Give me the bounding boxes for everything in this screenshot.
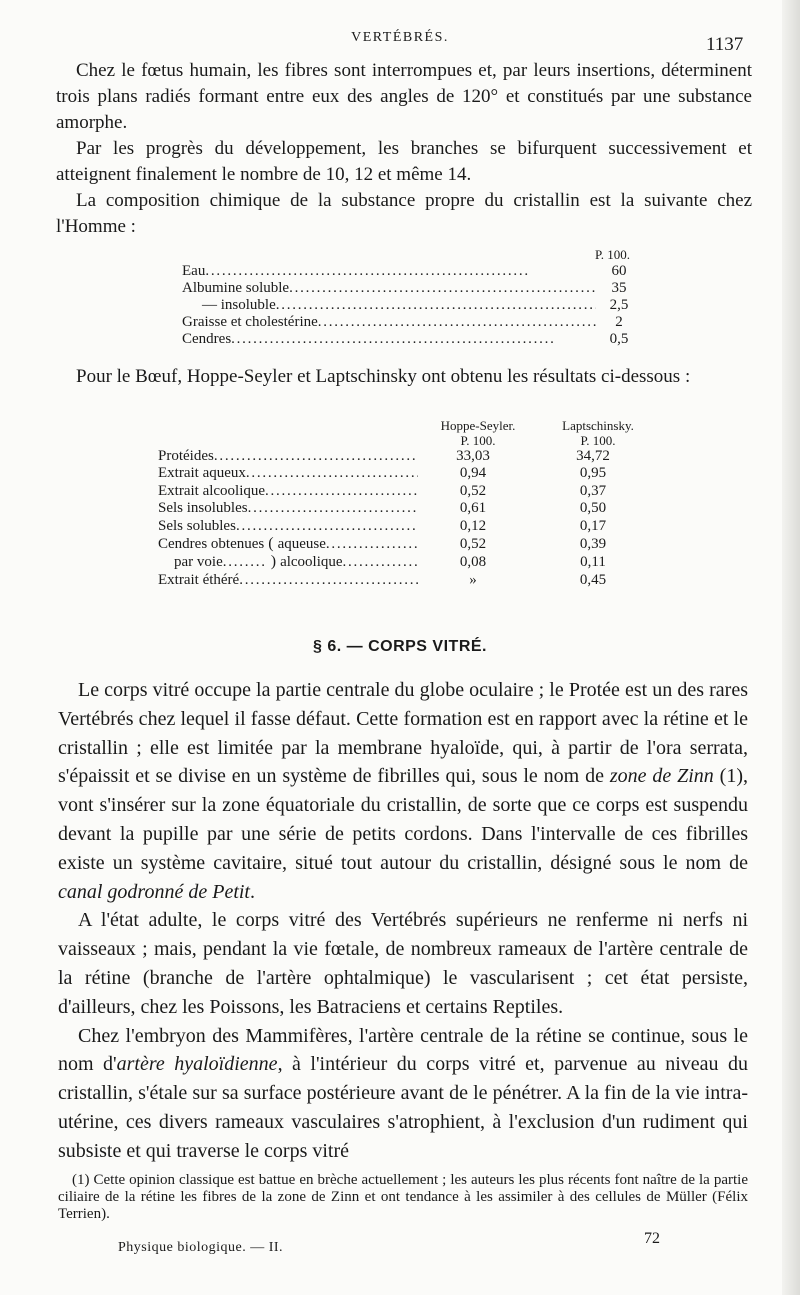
cell-hoppe-seyler: 0,52	[459, 482, 487, 499]
table-row	[158, 553, 658, 571]
row-sublabel: aqueuse	[277, 536, 326, 553]
paragraph	[58, 1022, 748, 1166]
term-canal-godronne: canal godronné de Petit	[58, 880, 250, 903]
row-label: Sels solubles	[158, 517, 236, 534]
leader-dots	[318, 314, 596, 331]
cell-hoppe-seyler: 0,12	[459, 517, 487, 534]
row-value: 35	[611, 280, 627, 296]
paragraph: La composition chimique de la substance propre du cristallin est la suivante chez l'Homme :	[56, 190, 752, 237]
cell-hoppe-seyler: 0,61	[459, 500, 487, 517]
footer-book-title: Physique biologique. — II.	[118, 1240, 284, 1255]
table-row	[158, 535, 658, 553]
text-run: (1), vont s'insérer sur la zone équatoriale du cristallin, de sorte que ce corps est suspendu devant la pupille par une série de petits cordons. Dans l'intervalle de ces fibrilles existe un système cavitaire, situé tout autour du cristallin, désigné sous le nom de	[58, 765, 748, 874]
composition-table-ox	[158, 418, 658, 589]
column-header-laptschinsky: Laptschinsky.	[562, 418, 634, 433]
text-run: .	[250, 880, 255, 903]
row-value: 2	[615, 314, 623, 330]
brace-glyph: )	[270, 553, 277, 571]
leader-dots	[326, 536, 418, 553]
row-label: Cendres	[182, 331, 232, 347]
column-header-hoppe-seyler: Hoppe-Seyler.	[440, 418, 516, 433]
table-row	[158, 448, 658, 465]
leader-dots	[214, 448, 418, 465]
row-value: 2,5	[609, 297, 629, 313]
paragraph	[58, 676, 748, 906]
composition-table-human	[182, 246, 642, 348]
table-row	[182, 314, 642, 331]
row-label: Extrait aqueux	[158, 465, 246, 482]
footer-signature: 72	[644, 1230, 660, 1247]
table-row	[158, 572, 658, 589]
row-value: 0,5	[609, 331, 629, 347]
leader-dots	[239, 572, 418, 589]
table-row	[182, 297, 642, 314]
row-sublabel: alcoolique	[280, 554, 343, 571]
paragraph: A l'état adulte, le corps vitré des Vertébrés supérieurs ne renferme ni nerfs ni vaisseaux ; mais, pendant la vie fœtale, de nombreux rameaux de l'artère centrale de la rétine (branche de l'artère ophtalmique) le vascularisent ; cet état persiste, d'ailleurs, chez les Poissons, les Batraciens et certains Reptiles.	[58, 909, 748, 1018]
table-row	[158, 518, 658, 535]
leader-dots	[236, 518, 418, 535]
leader-dots	[223, 554, 267, 571]
term-zone-de-zinn: zone de Zinn	[609, 765, 714, 788]
leader-dots	[246, 465, 418, 482]
leader-dots	[248, 500, 418, 517]
column-unit: P. 100.	[460, 433, 496, 448]
table-row	[158, 483, 658, 500]
column-units	[158, 433, 658, 448]
table-row	[182, 263, 642, 280]
leader-dots	[231, 331, 596, 348]
ox-intro-text	[56, 364, 752, 390]
leader-dots	[265, 483, 418, 500]
cell-laptschinsky: 0,39	[579, 536, 607, 553]
row-label: Extrait alcoolique	[158, 482, 266, 499]
cell-hoppe-seyler: 0,94	[459, 465, 487, 482]
leader-dots	[205, 263, 596, 280]
term-artere-hyaloidienne: artère hyaloïdienne	[116, 1053, 278, 1076]
paragraph: Par les progrès du développement, les branches se bifurquent successivement et atteignent finalement le nombre de 10, 12 et même 14.	[56, 138, 752, 185]
cell-laptschinsky: 34,72	[576, 448, 610, 464]
leader-dots	[289, 280, 596, 297]
leader-dots	[276, 297, 596, 314]
row-label: Extrait éthéré	[158, 571, 240, 588]
row-label: Sels insolubles	[158, 500, 248, 517]
cell-laptschinsky: 0,17	[579, 517, 607, 534]
cell-laptschinsky: 0,37	[579, 482, 607, 499]
cell-hoppe-seyler: 0,08	[459, 554, 487, 571]
row-label: Eau	[182, 263, 206, 279]
cell-hoppe-seyler: »	[469, 571, 477, 588]
brace-glyph: (	[268, 535, 274, 553]
footnote	[58, 1172, 748, 1223]
table-row	[158, 465, 658, 482]
cell-hoppe-seyler: 33,03	[456, 448, 490, 464]
row-label: Cendres obtenues	[158, 536, 265, 553]
text-run: , à l'intérieur du corps vitré et, parvenue au niveau du cristallin, s'étale sur sa surface postérieure avant de le pénétrer. A la fin de la vie intra-utérine, ces divers rameaux vasculaires s'atrophient, à l'exclusion d'un rudiment qui subsiste et qui traverse le corps vitré	[58, 1053, 748, 1162]
section-heading: § 6. — CORPS VITRÉ.	[313, 638, 487, 655]
page-number: 1137	[706, 34, 744, 55]
cell-laptschinsky: 0,50	[579, 500, 607, 517]
intro-text	[56, 58, 752, 240]
leader-dots	[343, 554, 418, 571]
paragraph: Pour le Bœuf, Hoppe-Seyler et Laptschinsky ont obtenu les résultats ci-dessous :	[76, 366, 691, 387]
cell-laptschinsky: 0,95	[579, 465, 607, 482]
table-row	[158, 500, 658, 517]
cell-laptschinsky: 0,45	[579, 571, 607, 588]
column-headers	[158, 418, 658, 433]
row-value: 60	[611, 263, 627, 279]
body-text	[58, 676, 748, 1166]
row-label: — insoluble	[202, 297, 276, 313]
paragraph: Chez le fœtus humain, les fibres sont interrompues et, par leurs insertions, déterminent trois plans radiés formant entre eux des angles de 120° et constitués par une substance amorphe.	[56, 60, 752, 133]
row-label: Albumine soluble	[182, 280, 290, 296]
running-head: VERTÉBRÉS.	[351, 30, 449, 45]
cell-hoppe-seyler: 0,52	[459, 536, 487, 553]
table-row	[182, 331, 642, 348]
column-unit: P. 100.	[580, 433, 616, 448]
row-label: Protéides	[158, 448, 214, 464]
table-row	[182, 280, 642, 297]
cell-laptschinsky: 0,11	[580, 554, 606, 571]
row-label: par voie	[174, 554, 223, 571]
footnote-text: (1) Cette opinion classique est battue en brèche actuellement ; les auteurs les plus récents font naître de la partie ciliaire de la rétine les fibres de la zone de Zinn et ont tendance à les assimiler à des cellules de Müller (Félix Terrien).	[58, 1172, 748, 1222]
text-run: Le corps vitré occupe la partie centrale du globe oculaire ; le Protée est un des rares Vertébrés chez lequel il fasse défaut. Cette formation est en rapport avec la rétine et le cristallin ; elle est limitée par la membrane hyaloïde, qui, à partir de l'ora serrata, s'épaissit et se divise en un système de fibrilles qui, sous le nom de	[58, 679, 748, 788]
row-label: Graisse et cholestérine	[182, 314, 318, 330]
table-unit: P. 100.	[594, 247, 630, 262]
text-run: Chez l'embryon des Mammifères, l'artère centrale de la rétine se continue, sous le nom d'	[58, 1024, 748, 1076]
